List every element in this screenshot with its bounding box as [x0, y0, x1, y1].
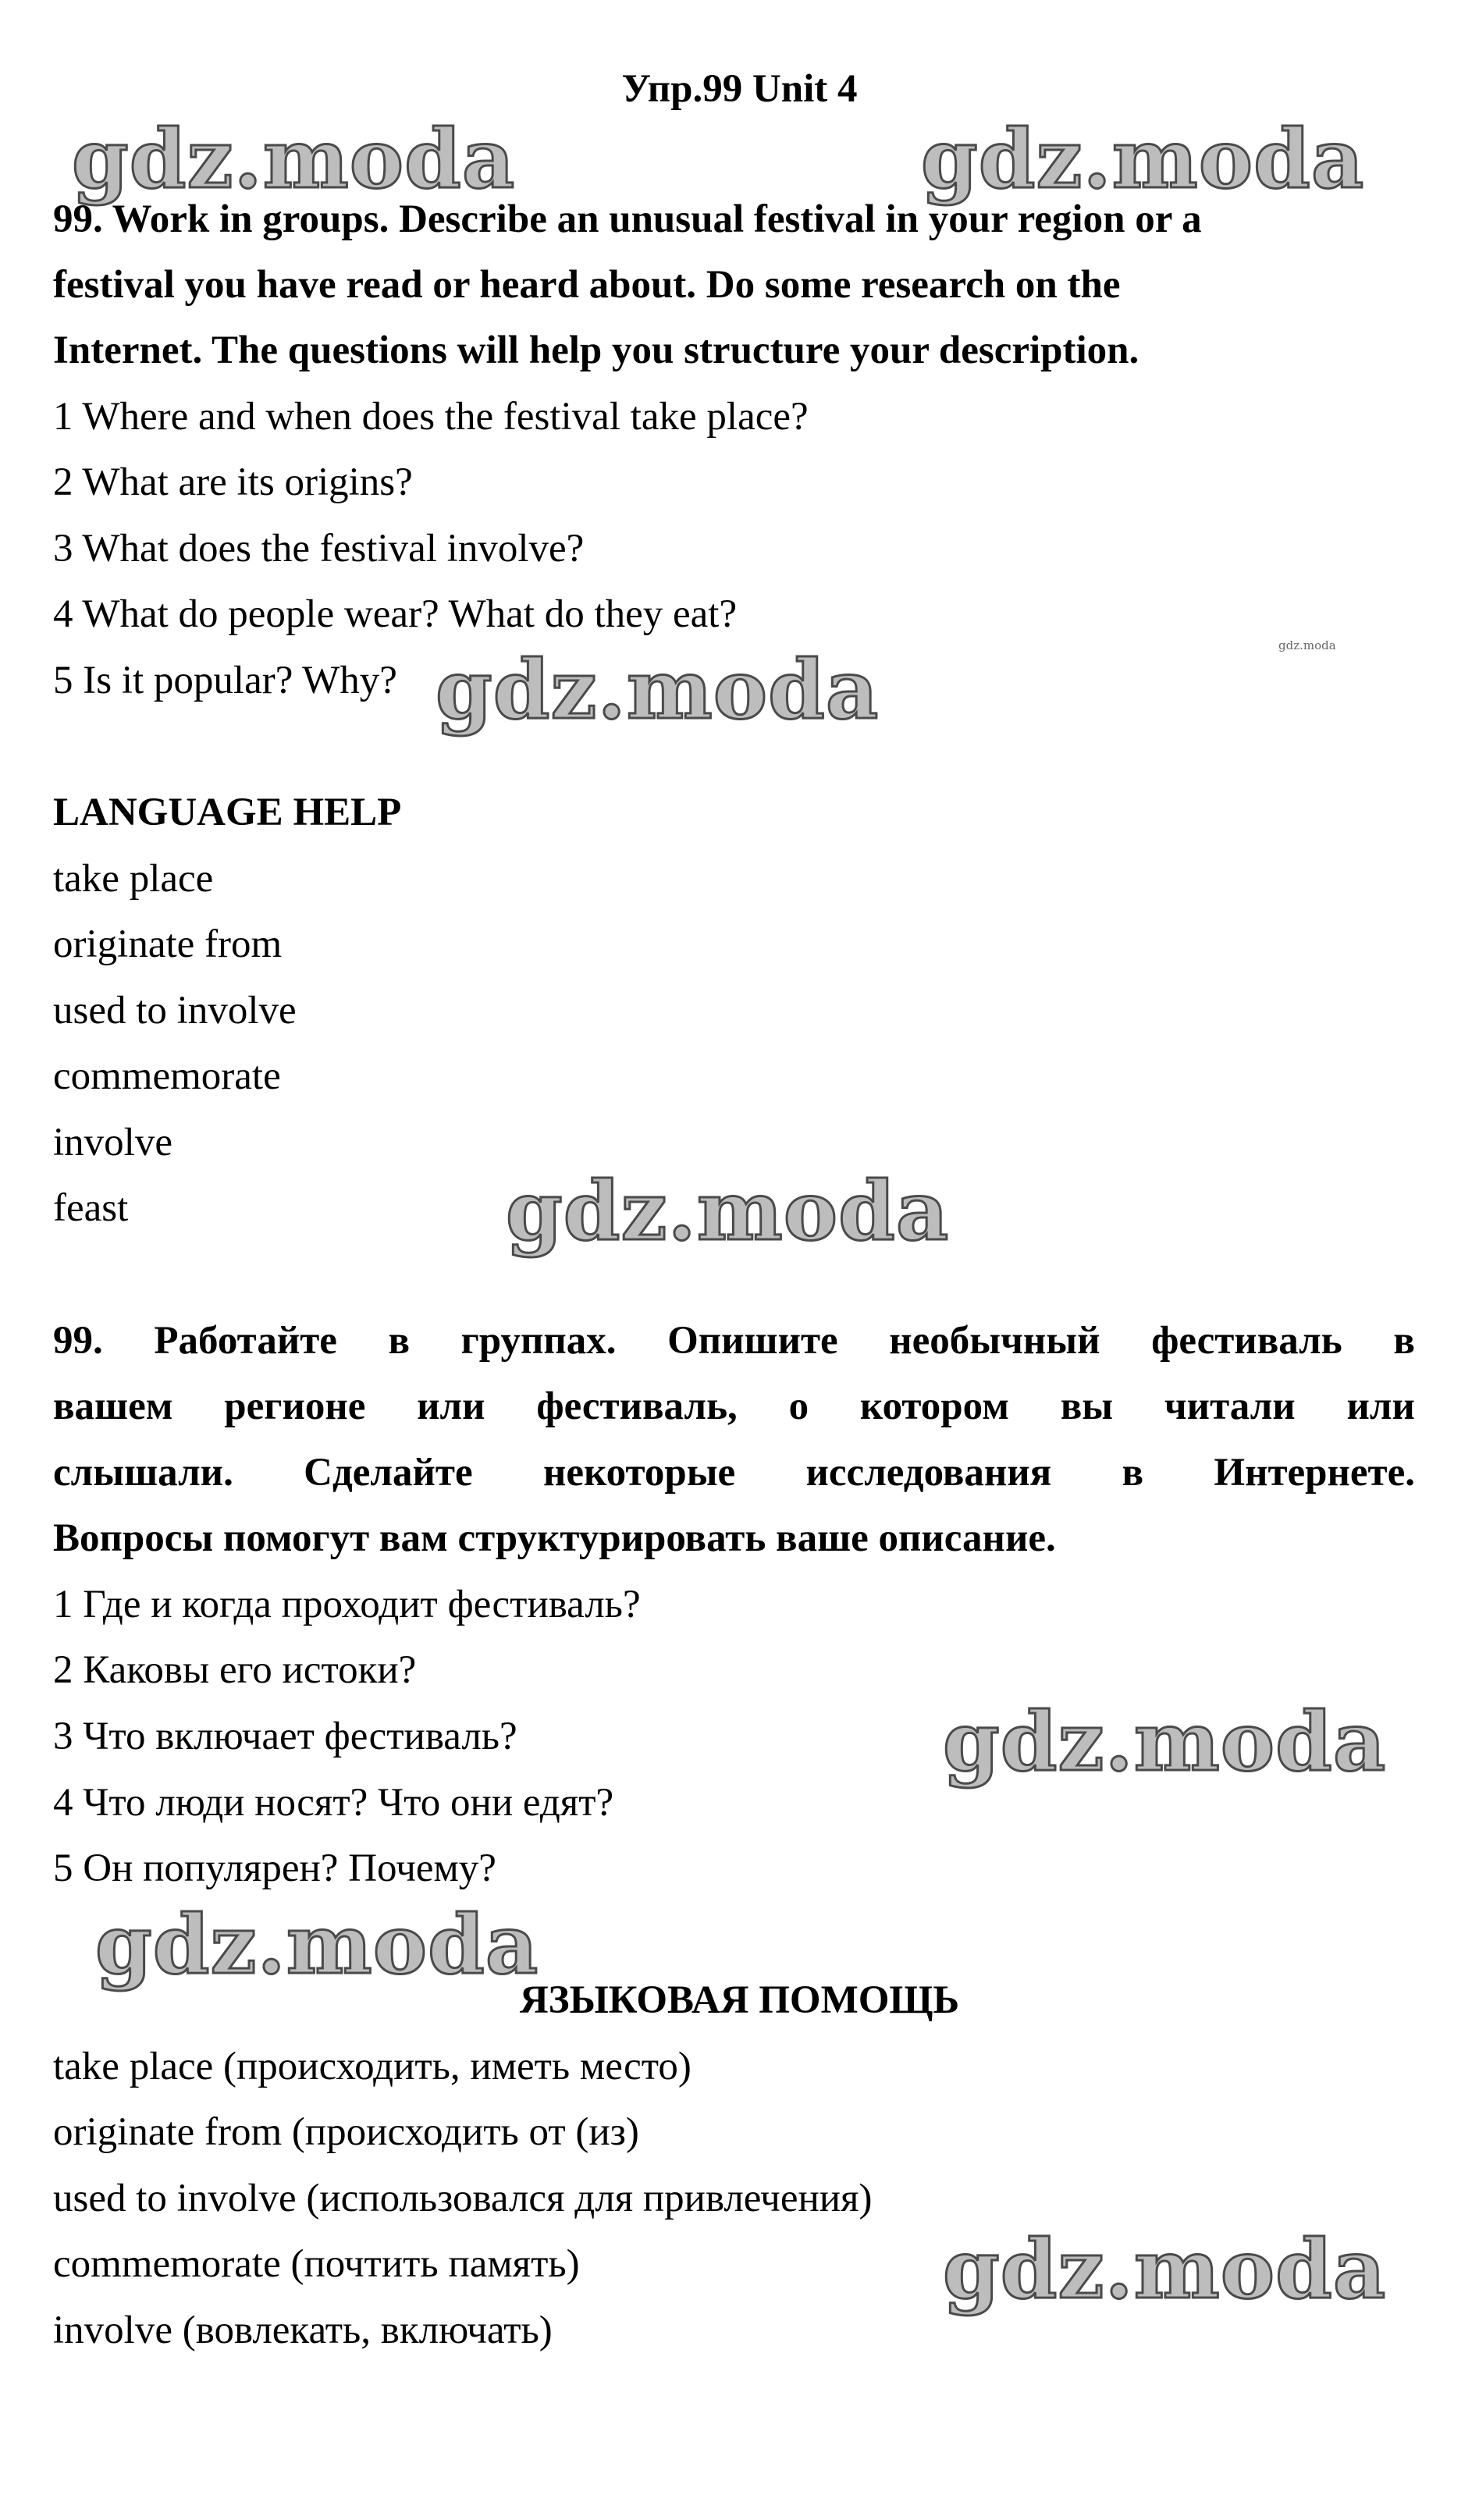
ru-help-heading: ЯЗЫКОВАЯ ПОМОЩЬ [519, 1978, 960, 2022]
watermark: gdz.moda [921, 111, 1365, 207]
en-task-line-2: festival you have read or heard about. Do some research on the [53, 263, 1121, 307]
en-help-item: commemorate [53, 1054, 281, 1098]
watermark: gdz.moda [943, 1694, 1387, 1790]
en-help-heading: LANGUAGE HELP [53, 791, 402, 834]
en-question-5: 5 Is it popular? Why? [53, 659, 397, 702]
ru-help-item: originate from (происходить от (из) [53, 2110, 639, 2154]
ru-task-line-4: Вопросы помогут вам структурировать ваше описание. [53, 1516, 1056, 1560]
ru-question-1: 1 Где и когда проходит фестиваль? [53, 1583, 641, 1626]
ru-help-item: commemorate (почтить память) [53, 2242, 580, 2286]
en-question-3: 3 What does the festival involve? [53, 527, 585, 570]
ru-help-item: used to involve (использовался для привлечения) [53, 2177, 873, 2220]
ru-task-line-2: вашем регионе или фестиваль, о котором вы читали или [53, 1384, 1415, 1428]
en-help-item: used to involve [53, 989, 297, 1033]
en-task-line-1: 99. Work in groups. Describe an unusual festival in your region or a [53, 197, 1202, 241]
watermark: gdz.moda [506, 1163, 950, 1259]
watermark-small: gdz.moda [1278, 638, 1336, 652]
ru-question-3: 3 Что включает фестиваль? [53, 1715, 517, 1758]
en-question-1: 1 Where and when does the festival take place? [53, 395, 809, 439]
en-help-item: take place [53, 857, 214, 901]
watermark: gdz.moda [95, 1896, 539, 1992]
watermark: gdz.moda [72, 111, 516, 207]
ru-help-item: take place (происходить, иметь место) [53, 2045, 692, 2088]
ru-task-line-3: слышали. Сделайте некоторые исследования в Интернете. [53, 1451, 1415, 1495]
watermark: gdz.moda [436, 642, 880, 738]
en-help-item: feast [53, 1186, 129, 1230]
page-title: Упр.99 Unit 4 [621, 67, 858, 111]
en-question-2: 2 What are its origins? [53, 460, 413, 504]
watermark: gdz.moda [943, 2221, 1387, 2317]
en-question-4: 4 What do people wear? What do they eat? [53, 592, 738, 636]
ru-help-item: involve (вовлекать, включать) [53, 2309, 553, 2352]
en-help-item: originate from [53, 922, 283, 966]
en-help-item: involve [53, 1121, 172, 1164]
ru-question-4: 4 Что люди носят? Что они едят? [53, 1781, 614, 1825]
ru-task-line-1: 99. Работайте в группах. Опишите необычный фестиваль в [53, 1319, 1415, 1363]
en-task-line-3: Internet. The questions will help you structure your description. [53, 329, 1139, 372]
ru-question-5: 5 Он популярен? Почему? [53, 1846, 496, 1890]
ru-question-2: 2 Каковы его истоки? [53, 1648, 417, 1692]
